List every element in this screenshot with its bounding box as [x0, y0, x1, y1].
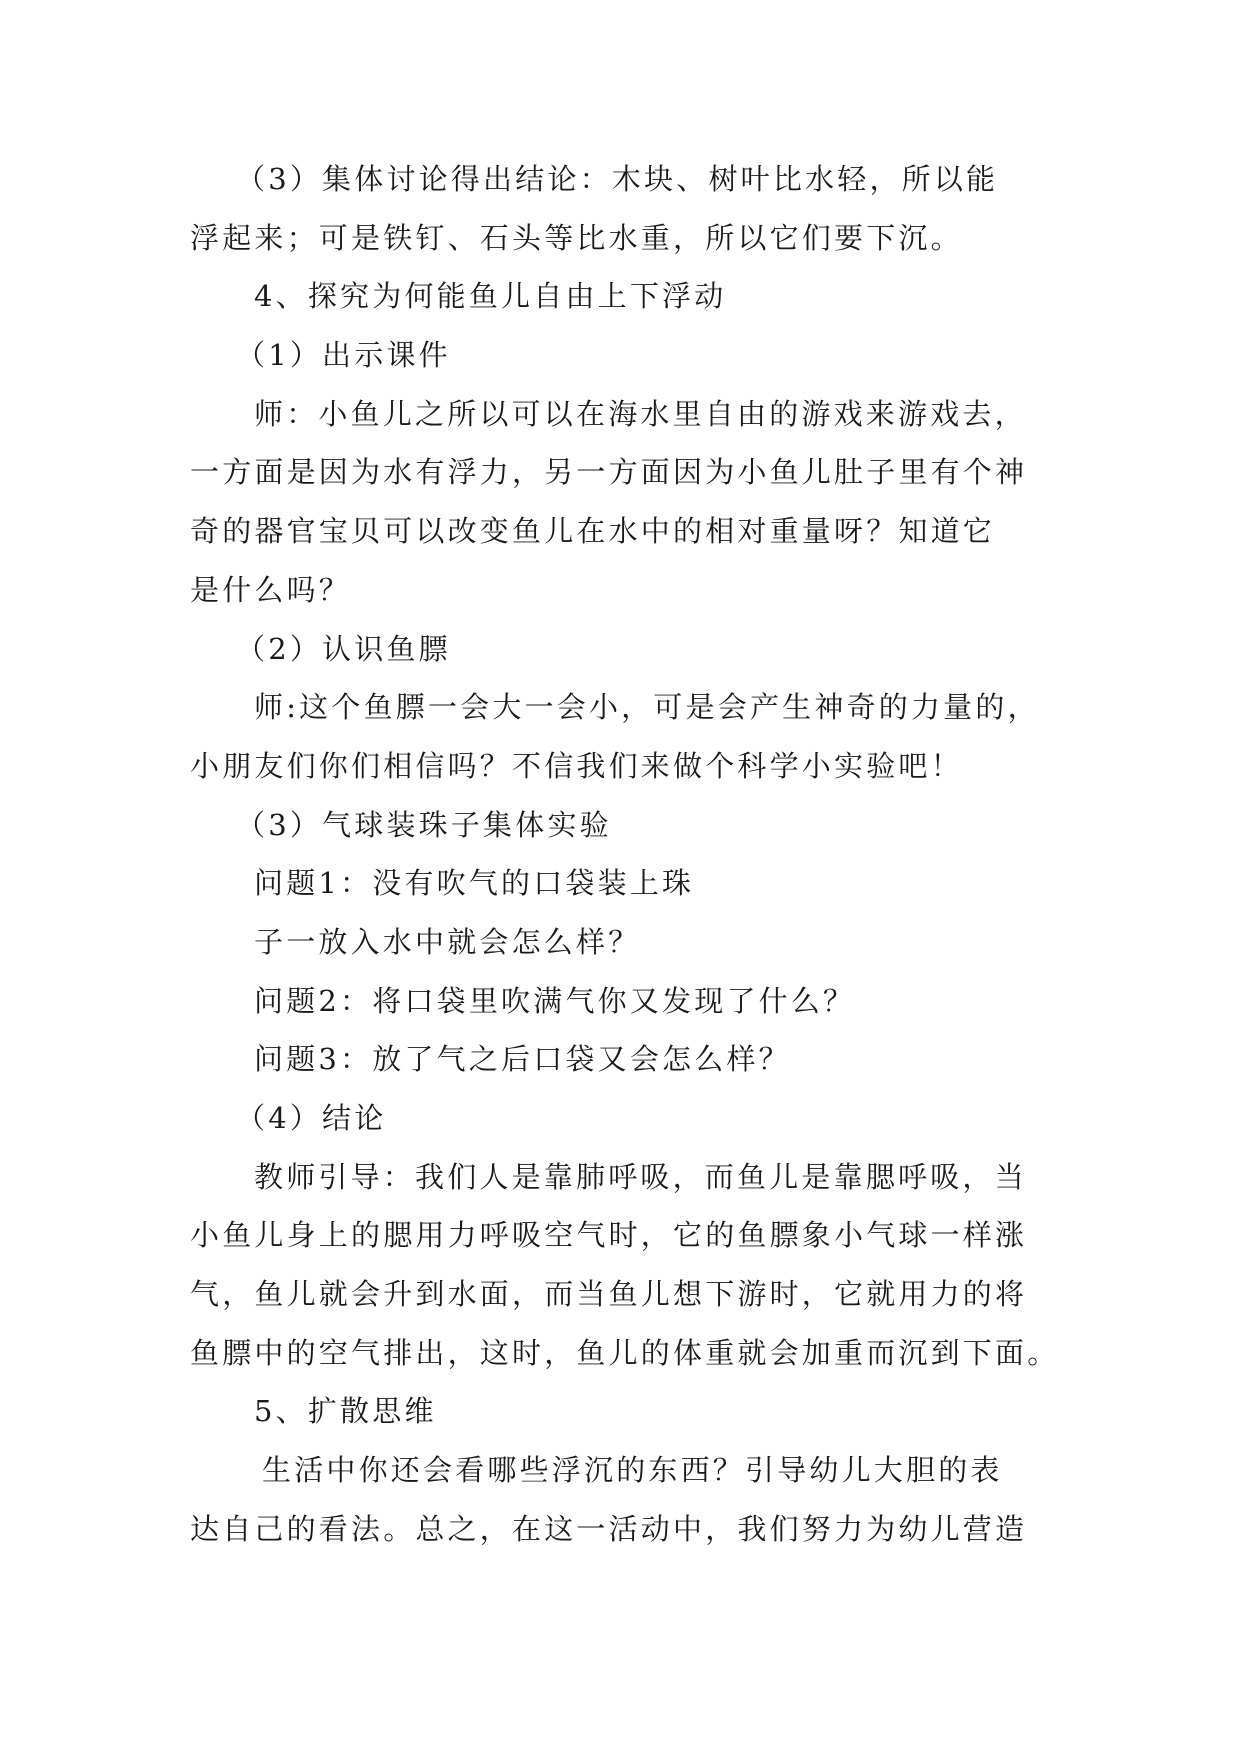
section-heading: 4、探究为何能鱼儿自由上下浮动	[254, 279, 727, 314]
question-line: 问题2：将口袋里吹满气你又发现了什么？	[254, 983, 856, 1018]
subsection-heading: （1）出示课件	[236, 338, 451, 373]
subsection-heading: （3）气球装珠子集体实验	[236, 807, 612, 842]
paragraph-line: 小鱼儿身上的腮用力呼吸空气时，它的鱼膘象小气球一样涨	[190, 1218, 1028, 1253]
subsection-heading: （4）结论	[236, 1101, 387, 1135]
paragraph-line: 师:这个鱼膘一会大一会小，可是会产生神奇的力量的，	[254, 690, 1040, 725]
paragraph-line: 奇的器官宝贝可以改变鱼儿在水中的相对重量呀？知道它	[190, 514, 996, 549]
paragraph-line: 气，鱼儿就会升到水面，而当鱼儿想下游时，它就用力的将	[190, 1277, 1028, 1312]
paragraph-line: 小朋友们你们相信吗？不信我们来做个科学小实验吧！	[190, 748, 963, 783]
paragraph-line: 是什么吗？	[190, 572, 352, 607]
question-line: 问题1：没有吹气的口袋装上珠	[254, 866, 695, 901]
paragraph-line: 教师引导：我们人是靠肺呼吸，而鱼儿是靠腮呼吸，当	[254, 1159, 1027, 1194]
document-body	[190, 150, 1060, 1559]
paragraph-line: 浮起来；可是铁钉、石头等比水重，所以它们要下沉。	[190, 220, 963, 255]
question-line: 问题3：放了气之后口袋又会怎么样？	[254, 1042, 791, 1077]
subsection-heading: （2）认识鱼膘	[236, 631, 451, 666]
paragraph-line: 达自己的看法。总之，在这一活动中，我们努力为幼儿营造	[190, 1511, 1028, 1546]
question-line: 子一放入水中就会怎么样？	[254, 924, 641, 959]
paragraph-line: （3）集体讨论得出结论：木块、树叶比水轻，所以能	[236, 162, 999, 196]
paragraph-line: 一方面是因为水有浮力，另一方面因为小鱼儿肚子里有个神	[190, 455, 1028, 490]
paragraph-line: 生活中你还会看哪些浮沉的东西？引导幼儿大胆的表	[262, 1453, 1003, 1488]
paragraph-line: 鱼膘中的空气排出，这时，鱼儿的体重就会加重而沉到下面。	[190, 1335, 1060, 1370]
section-heading: 5、扩散思维	[254, 1394, 437, 1429]
paragraph-line: 师：小鱼儿之所以可以在海水里自由的游戏来游戏去，	[254, 396, 1027, 431]
